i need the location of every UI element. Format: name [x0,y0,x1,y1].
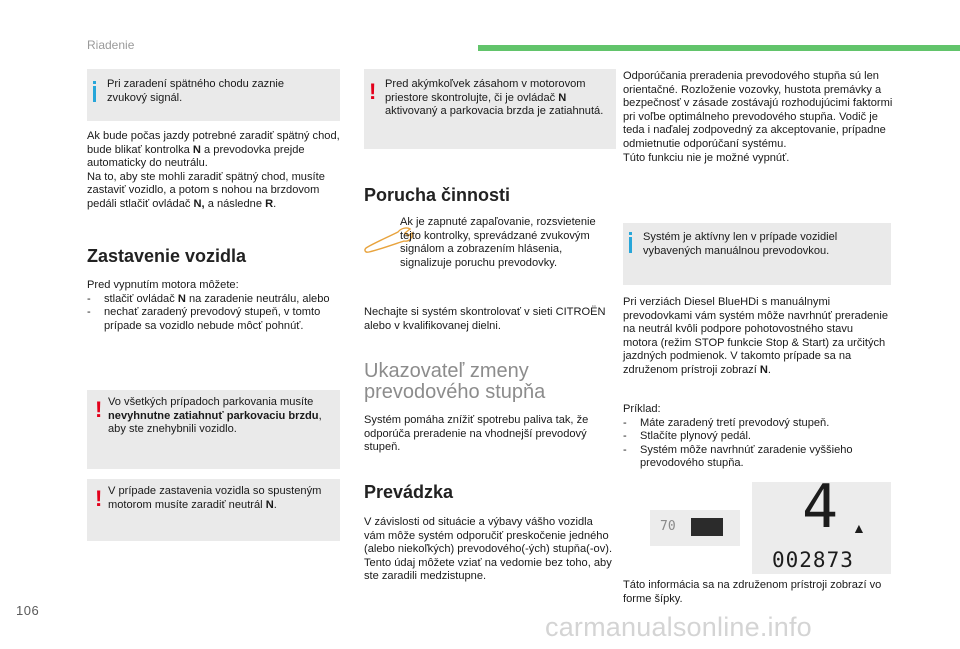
reverse-paragraph: Ak bude počas jazdy potrebné zaradiť spätný chod, bude blikať kontrolka N a prevodovka prejde automaticky do neutrálu. Na to, aby ste mohli zaradiť spätný chod, musíte zastaviť vozidlo, a potom s nohou na brzdovom pedáli stlačiť ovládač N, a následne R. [87,130,340,210]
info-box-reverse [87,69,340,121]
warning-icon: ! [95,486,103,511]
warning-text: Vo všetkých prípadoch parkovania musíte nevyhnutne zatiahnuť parkovaciu brzdu, aby ste znehybnili vozidlo. [108,396,322,436]
speed-display [650,510,740,546]
list-item: - Stlačíte plynový pedál. [623,430,893,444]
info-text: Pri zaradení spätného chodu zaznie zvukový signál. [107,78,285,104]
warning-text: V prípade zastavenia vozidla so spusteným motorom musíte zaradiť neutrál N. [108,485,322,511]
fault-text: Ak je zapnuté zapaľovanie, rozsvietenie tejto kontrolky, sprevádzané zvukovým signálom a zobrazením hlásenia, signalizuje poruchu prevodovky. [400,216,596,269]
heading-fault: Porucha činnosti [364,185,511,205]
list-item: - Systém môže navrhnúť zaradenie vyššieho prevodového stupňa. [623,444,893,471]
gsi-text: Systém pomáha znížiť spotrebu paliva tak, že odporúča preradenie na vhodnejší prevodový stupeň. [364,414,589,454]
stop-intro: Pred vypnutím motora môžete: [87,279,239,291]
heading-stop: Zastavenie vozidla [87,246,247,266]
fault-check-text: Nechajte si systém skontrolovať v sieti CITROËN alebo v kvalifikovanej dielni. [364,306,606,332]
list-item: - nechať zaradený prevodový stupeň, v tomto prípade sa vozidlo nebude môcť pohnúť. [87,306,342,333]
recommendation-text: Odporúčania preradenia prevodového stupňa sú len orientačné. Rozloženie vozovky, hustota premávky a bezpečnosť v zásade zostávajú rozhodujúcimi faktormi pri voľbe optimálneho prevodového stupňa. Vodič je teda i naďalej zodpovedný za akceptovanie, prípadne odmietnutie odporúčaní systému. Túto funkciu nie je možné vypnúť. [623,70,893,164]
warning-icon: ! [369,79,377,104]
speed-value: 70 [660,519,676,534]
odometer-value: 002873 [772,548,854,572]
warning-box-parking [87,390,340,469]
watermark: carmanualsonline.info [545,612,812,642]
gear-up-arrow-icon: ▲ [852,520,866,536]
heading-gear-shift-indicator: Ukazovateľ zmeny prevodového stupňa [364,360,546,403]
heading-operation: Prevádzka [364,482,454,502]
operation-text: V závislosti od situácie a výbavy vášho vozidla vám môže systém odporučiť preskočenie jedného (alebo niekoľkých) prevodového(-ých) stupňa(-ov). Tento údaj môžete vziať na vedomie bez toho, aby ste zaradili medzistupne. [364,516,613,583]
stop-section [87,279,342,333]
section-accent-bar [478,45,960,51]
diesel-text: Pri verziách Diesel BlueHDi s manuálnymi prevodovkami vám systém môže navrhnúť preradenie na neutrál kvôli podpore pohotovostného stavu motora (režim STOP funkcie Stop & Start) za určitých jazdných podmienok. V takomto prípade sa na združenom prístroji zobrazí N. [623,296,888,376]
warning-text: Pred akýmkoľvek zásahom v motorovom priestore skontrolujte, či je ovládač N aktivovaný a parkovacia brzda je zatiahnutá. [385,78,604,118]
list-item: - stlačiť ovládač N na zaradenie neutrálu, alebo [87,293,342,307]
warning-icon: ! [95,397,103,422]
example-section: Príklad: - Máte zaradený tretí prevodový stupeň. - Stlačíte plynový pedál. - Systém môže navrhnúť zaradenie vyššieho prevodového stupňa. [623,403,893,471]
info-icon [629,237,632,253]
warning-box-neutral [87,479,340,541]
arrow-caption: Táto informácia sa na združenom prístroji zobrazí vo forme šípky. [623,579,882,605]
info-text: Systém je aktívny len v prípade vozidiel vybavených manuálnou prevodovkou. [643,231,838,257]
speed-indicator-bar [691,518,723,536]
instrument-cluster-display [752,472,891,574]
list-item: - Máte zaradený tretí prevodový stupeň. [623,417,893,431]
warning-box-engine [364,69,616,149]
page-number: 106 [16,603,40,618]
info-box-manual [623,223,891,285]
section-title: Riadenie [87,38,135,52]
gear-number: 4 [802,472,839,542]
info-icon [93,86,96,102]
